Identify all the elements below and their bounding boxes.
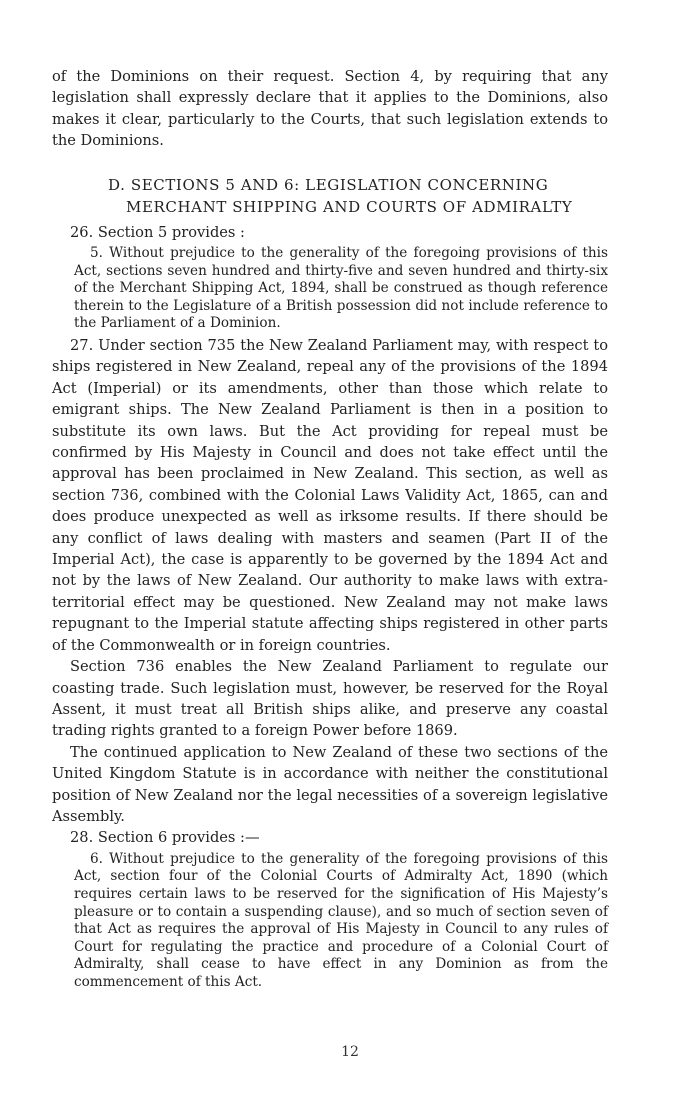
paragraph-intro: of the Dominions on their request. Section 4, by requiring that any legislation shall expressly declare that it applies to the Dominions, also makes it clear, particularly to the Courts, that such legislation extends to the Dominions. xyxy=(52,68,608,150)
section-heading xyxy=(90,174,608,218)
document-page xyxy=(52,66,608,994)
quote-section-6: 6. Without prejudice to the generality of the foregoing provisions of this Act, section four of the Colonial Courts of Admiralty Act, 1890 (which requires certain laws to be reserved for the signification of His Majesty’s pleasure or to contain a suspending clause), and so much of section seven of that Act as requires the approval of His Majesty in Council to any rules of Court for regulating the practice and procedure of a Colonial Court of Admiralty, shall cease to have effect in any Dominion as from the commencement of this Act. xyxy=(74,850,608,990)
paragraph-continued-application: The continued application to New Zealand of these two sections of the United Kingdom Statute is in accordance with neither the constitutional position of New Zealand nor the legal necessities of a sovereign legislative Assembly. xyxy=(52,743,608,825)
paragraph-27: 27. Under section 735 the New Zealand Parliament may, with respect to ships registered in New Zealand, repeal any of the provisions of the 1894 Act (Imperial) or its amendments, other than those which relate to emigrant ships. The New Zealand Parliament is then in a position to substitute its own laws. But the Act providing for repeal must be confirmed by His Majesty in Council and does not take effect until the approval has been proclaimed in New Zealand. This section, as well as section 736, combined with the Colonial Laws Validity Act, 1865, can and does produce unexpected as well as irksome results. If there should be any conflict of laws dealing with masters and seamen (Part II of the Imperial Act), the case is apparently to be governed by the 1894 Act and not by the laws of New Zealand. Our authority to make laws with extra-territorial effect may be questioned. New Zealand may not make laws repugnant to the Imperial statute affecting ships registered in other parts of the Commonwealth or in foreign countries. xyxy=(52,337,608,654)
paragraph-section-736: Section 736 enables the New Zealand Parliament to regulate our coasting trade. Such legislation must, however, be reserved for the Royal Assent, it must treat all British ships alike, and preserve any coastal trading rights granted to a foreign Power before 1869. xyxy=(52,658,608,740)
heading-line-1: D. SECTIONS 5 AND 6: LEGISLATION CONCERNING xyxy=(108,175,549,194)
quote-section-5: 5. Without prejudice to the generality of the foregoing provisions of this Act, sections seven hundred and thirty-five and seven hundred and thirty-six of the Merchant Shipping Act, 1894, shall be construed as though reference therein to the Legislature of a British possession did not include reference to the Parliament of a Dominion. xyxy=(74,245,608,332)
paragraph-28: 28. Section 6 provides :— xyxy=(70,829,260,847)
paragraph-26: 26. Section 5 provides : xyxy=(70,223,245,241)
page-number: 12 xyxy=(341,1044,359,1060)
heading-line-2: MERCHANT SHIPPING AND COURTS OF ADMIRALTY xyxy=(126,197,573,216)
